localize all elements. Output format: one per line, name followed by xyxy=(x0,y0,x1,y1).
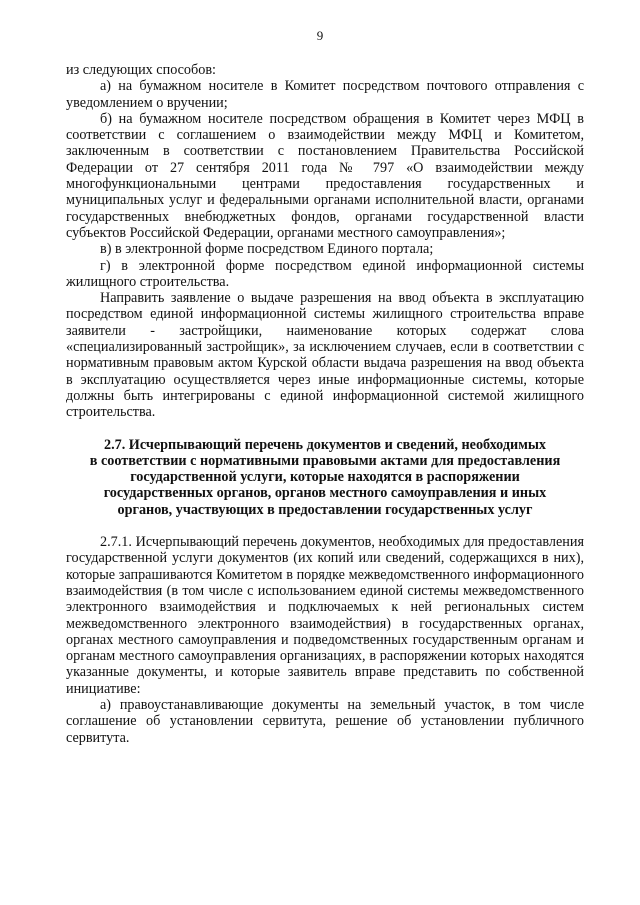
heading-line: в соответствии с нормативными правовыми актами для предоставления xyxy=(89,452,561,469)
paragraph: в) в электронной форме посредством Единого портала; xyxy=(100,241,434,258)
heading-line: государственных органов, органов местного самоуправления и иных xyxy=(103,485,547,502)
spacer xyxy=(66,421,584,437)
heading-line: 2.7. Исчерпывающий перечень документов и сведений, необходимых xyxy=(103,436,547,453)
heading-line: органов, участвующих в предоставлении государственных услуг xyxy=(117,501,533,518)
spacer xyxy=(66,518,584,534)
paragraph: а) на бумажном носителе в Комитет посредством почтового отправления с уведомлением о вручении; xyxy=(66,78,584,111)
heading-line: государственной услуги, которые находятся в распоряжении xyxy=(130,469,520,486)
paragraph: г) в электронной форме посредством единой информационной системы жилищного строительства. xyxy=(66,257,584,290)
paragraph: Направить заявление о выдаче разрешения на ввод объекта в эксплуатацию посредством единой информационной системы жилищного строительства вправе заявители - застройщики, наименование которых содержат слова «специализированный застройщик», за исключением случаев, если в соответствии с нормативным правовым актом Курской области выдача разрешения на ввод объекта в эксплуатацию осуществляется через иные информационные системы, которые должны быть интегрированы с единой информационной системой жилищного строительства. xyxy=(66,290,584,421)
page-body xyxy=(66,62,584,746)
section-paragraphs-2 xyxy=(66,534,584,746)
paragraph: а) правоустанавливающие документы на земельный участок, в том числе соглашение об установлении сервитута, решение об установлении публичного сервитута. xyxy=(66,696,584,746)
page-number: 9 xyxy=(316,28,324,43)
paragraph: из следующих способов: xyxy=(66,62,216,78)
section-paragraphs-1 xyxy=(66,62,584,421)
paragraph: б) на бумажном носителе посредством обращения в Комитет через МФЦ в соответствии с соглашением о взаимодействии между МФЦ и Комитетом, заключенным в соответствии с постановлением Правительства Российской Федерации от 27 сентября 2011 года № 797 «О взаимодействии между многофункциональными центрами предоставления государственных и муниципальных услуг и федеральными органами исполнительной власти, органами государственных внебюджетных фондов, органами государственной власти субъектов Российской Федерации, органами местного самоуправления»; xyxy=(66,110,584,241)
section-heading xyxy=(66,437,584,518)
paragraph: 2.7.1. Исчерпывающий перечень документов, необходимых для предоставления государственной услуги документов (их копий или сведений, содержащихся в них), которые запрашиваются Комитетом в порядке межведомственного информационного взаимодействия (в том числе с использованием единой системы межведомственного электронного взаимодействия и подключаемых к ней региональных систем межведомственного электронного взаимодействия) в государственных органах, органах местного самоуправления и подведомственных государственным органам и органам местного самоуправления организациях, в распоряжении которых находятся указанные документы, и которые заявитель вправе представить по собственной инициативе: xyxy=(66,534,584,697)
